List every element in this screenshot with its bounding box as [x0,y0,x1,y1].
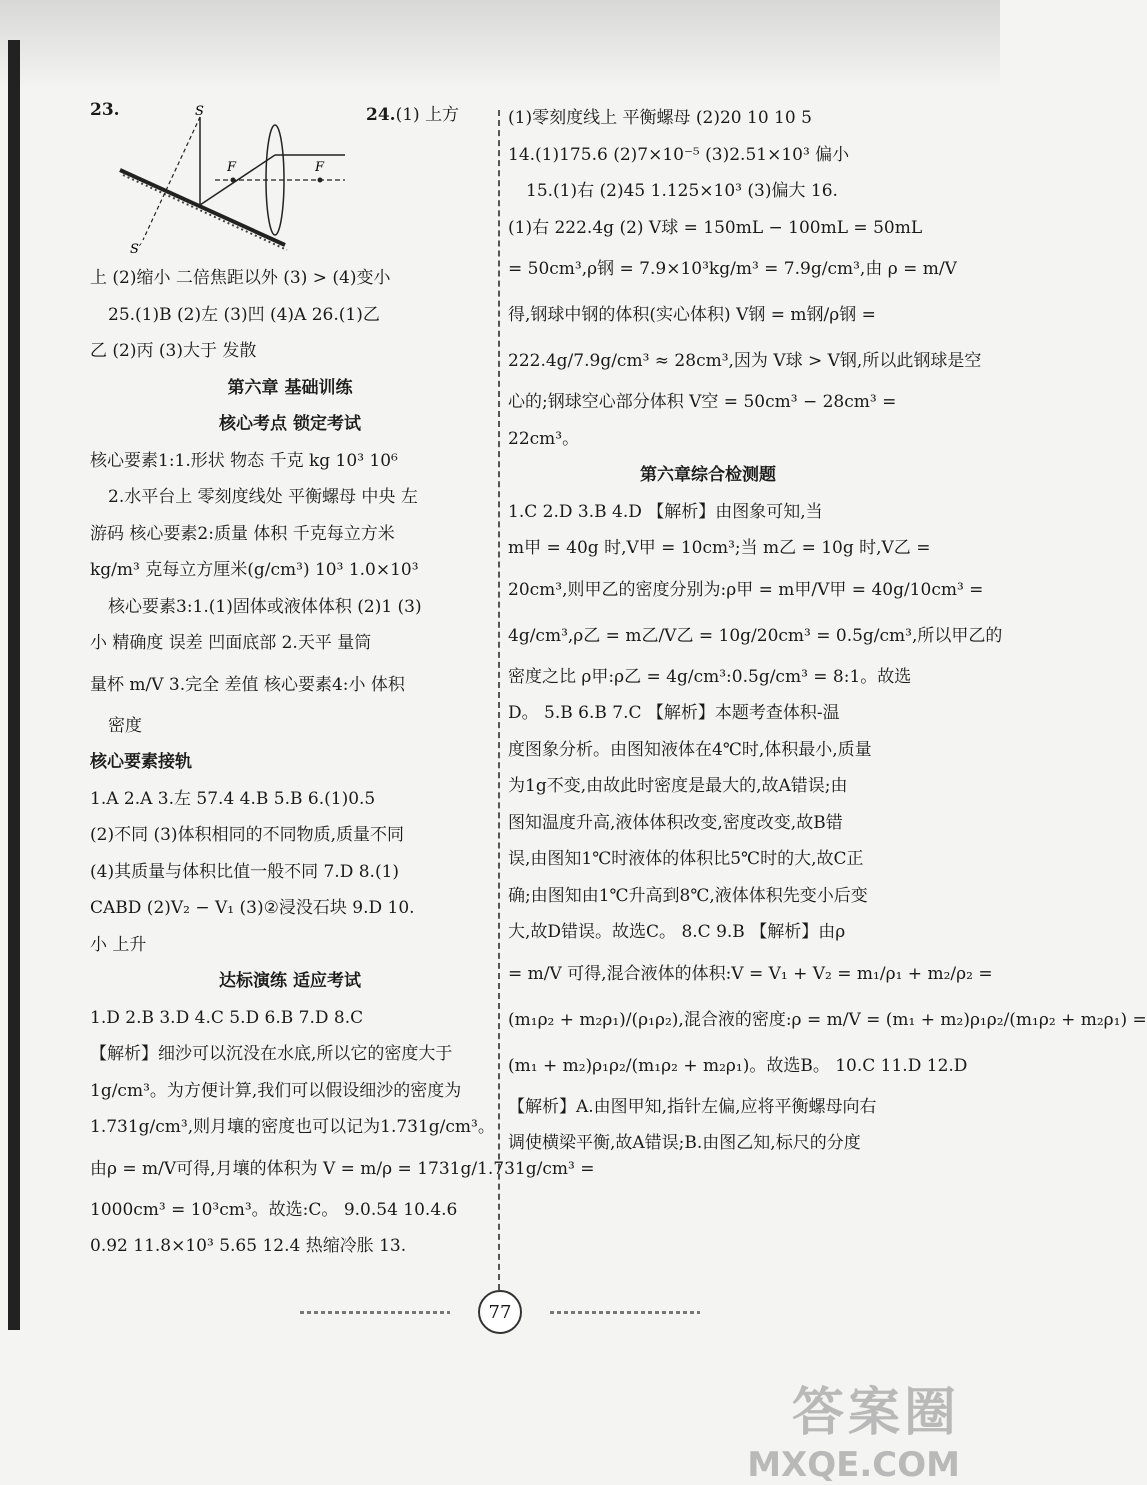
page-number: 77 [478,1290,522,1334]
watermark [747,1370,960,1485]
text-line: 图知温度升高,液体体积改变,密度改变,故B错 [508,812,843,833]
text-line: 得,钢球中钢的体积(实心体积) V钢 = m钢/ρ钢 = [508,305,876,325]
q23-label: 23. [90,100,120,120]
decorative-border-right [550,1311,700,1314]
top-shade [0,0,1000,90]
q24-text [366,100,459,125]
text-line: 由ρ = m/V可得,月壤的体积为 V = m/ρ = 1731g/1.731g/cm³ = [90,1158,595,1179]
text-line: (1)零刻度线上 平衡螺母 (2)20 10 10 5 [508,108,812,128]
label-s: S [195,104,204,119]
label-s-prime: S′ [130,242,142,257]
text-line: 确;由图知由1℃升高到8℃,液体体积先变小后变 [508,885,868,906]
text-line: 密度之比 ρ甲:ρ乙 = 4g/cm³:0.5g/cm³ = 8:1。故选 [508,666,912,687]
text-line: 1000cm³ = 10³cm³。故选:C。 9.0.54 10.4.6 [90,1199,458,1220]
text-line: 大,故D错误。故选C。 8.C 9.B 【解析】由ρ [508,922,846,942]
q24-answer: (1) 上方 [395,105,460,125]
focus-point-right [318,178,323,183]
text-line: D。 5.B 6.B 7.C 【解析】本题考查体积-温 [508,703,840,723]
right-column [508,100,1147,1162]
text-line: 【解析】A.由图甲知,指针左偏,应将平衡螺母向右 [508,1096,877,1117]
text-line: 心的;钢球空心部分体积 V空 = 50cm³ − 28cm³ = [508,392,897,412]
text-line: (m₁ρ₂ + m₂ρ₁)/(ρ₁ρ₂),混合液的密度:ρ = m/V = (m₁ + m₂)ρ₁ρ₂/(m₁ρ₂ + m₂ρ₁) = [508,1009,1147,1030]
column-divider [498,110,500,1290]
text-line: 小 上升 [90,934,147,955]
text-line: 【解析】细沙可以沉没在水底,所以它的密度大于 [90,1044,453,1064]
section-subheading: 核心考点 锁定考试 [219,414,361,434]
text-line: (2)不同 (3)体积相同的不同物质,质量不同 [90,825,404,845]
book-spine [8,40,20,1330]
text-line: 1.C 2.D 3.B 4.D 【解析】由图象可知,当 [508,501,823,522]
text-line: 0.92 11.8×10³ 5.65 12.4 热缩冷胀 13. [90,1236,407,1256]
text-line: 1.A 2.A 3.左 57.4 4.B 5.B 6.(1)0.5 [90,788,376,809]
text-line: 度图象分析。由图知液体在4℃时,体积最小,质量 [508,739,872,760]
virtual-ray [143,117,200,240]
section-subheading: 达标演练 适应考试 [219,971,361,991]
text-line: 15.(1)右 (2)45 1.125×10³ (3)偏大 16. [526,181,838,201]
text-line: 22cm³。 [508,428,580,449]
page-number-badge [450,1292,550,1332]
text-line: 4g/cm³,ρ乙 = m乙/V乙 = 10g/20cm³ = 0.5g/cm³,所以甲乙的 [508,625,1003,646]
section-label: 核心要素接轨 [90,752,192,772]
watermark-cn: 答案圈 [791,1383,960,1443]
text-line: (4)其质量与体积比值一般不同 7.D 8.(1) [90,861,400,882]
text-line: 量杯 m/V 3.完全 差值 核心要素4:小 体积 [90,674,405,695]
text-line: = 50cm³,ρ钢 = 7.9×10³kg/m³ = 7.9g/cm³,由 ρ = m/V [508,259,957,279]
text-line: (1)右 222.4g (2) V球 = 150mL − 100mL = 50mL [508,217,923,238]
text-line: 密度 [108,715,142,736]
text-line: kg/m³ 克每立方厘米(g/cm³) 10³ 1.0×10³ [90,560,419,580]
focus-point-left [231,178,236,183]
text-line: 25.(1)B (2)左 (3)凹 (4)A 26.(1)乙 [108,304,380,325]
text-line: 误,由图知1℃时液体的体积比5℃时的大,故C正 [508,849,864,869]
text-line: = m/V 可得,混合液体的体积:V = V₁ + V₂ = m₁/ρ₁ + m₂/ρ₂ = [508,963,993,984]
text-line: m甲 = 40g 时,V甲 = 10cm³;当 m乙 = 10g 时,V乙 = [508,538,931,558]
q24-label: 24. [366,105,396,125]
text-line: (m₁ + m₂)ρ₁ρ₂/(m₁ρ₂ + m₂ρ₁)。故选B。 10.C 11.D 12.D [508,1055,968,1076]
text-line: 14.(1)175.6 (2)7×10⁻⁵ (3)2.51×10³ 偏小 [508,144,850,165]
text-line: 乙 (2)丙 (3)大于 发散 [90,341,257,361]
text-line: CABD (2)V₂ − V₁ (3)②浸没石块 9.D 10. [90,898,415,918]
section-heading: 第六章综合检测题 [640,465,776,485]
text-line: 1.D 2.B 3.D 4.C 5.D 6.B 7.D 8.C [90,1007,364,1028]
text-line: 调使横梁平衡,故A错误;B.由图乙知,标尺的分度 [508,1133,861,1153]
watermark-en: MXQE.COM [747,1445,960,1485]
text-line: 1g/cm³。为方便计算,我们可以假设细沙的密度为 [90,1080,462,1101]
lens-diagram-block [90,100,490,260]
text-line: 核心要素1:1.形状 物态 千克 kg 10³ 10⁶ [90,450,398,471]
section-heading: 第六章 基础训练 [227,377,353,398]
text-line: 222.4g/7.9g/cm³ ≈ 28cm³,因为 V球 > V钢,所以此钢球是空 [508,351,982,371]
text-line: 上 (2)缩小 二倍焦距以外 (3) > (4)变小 [90,268,391,288]
lens-ray-diagram [115,105,355,255]
text-line: 2.水平台上 零刻度线处 平衡螺母 中央 左 [108,487,418,507]
mirror [120,170,287,250]
label-f-right: F [315,160,325,175]
text-line: 游码 核心要素2:质量 体积 千克每立方米 [90,523,395,544]
text-line: 核心要素3:1.(1)固体或液体体积 (2)1 (3) [108,596,422,617]
text-line: 20cm³,则甲乙的密度分别为:ρ甲 = m甲/V甲 = 40g/10cm³ = [508,579,984,600]
text-line: 小 精确度 误差 凹面底部 2.天平 量筒 [90,633,372,653]
decorative-border-left [300,1311,450,1314]
text-line: 为1g不变,由故此时密度是最大的,故A错误;由 [508,776,848,796]
text-line: 1.731g/cm³,则月壤的密度也可以记为1.731g/cm³。 [90,1117,495,1137]
label-f-left: F [227,160,237,175]
